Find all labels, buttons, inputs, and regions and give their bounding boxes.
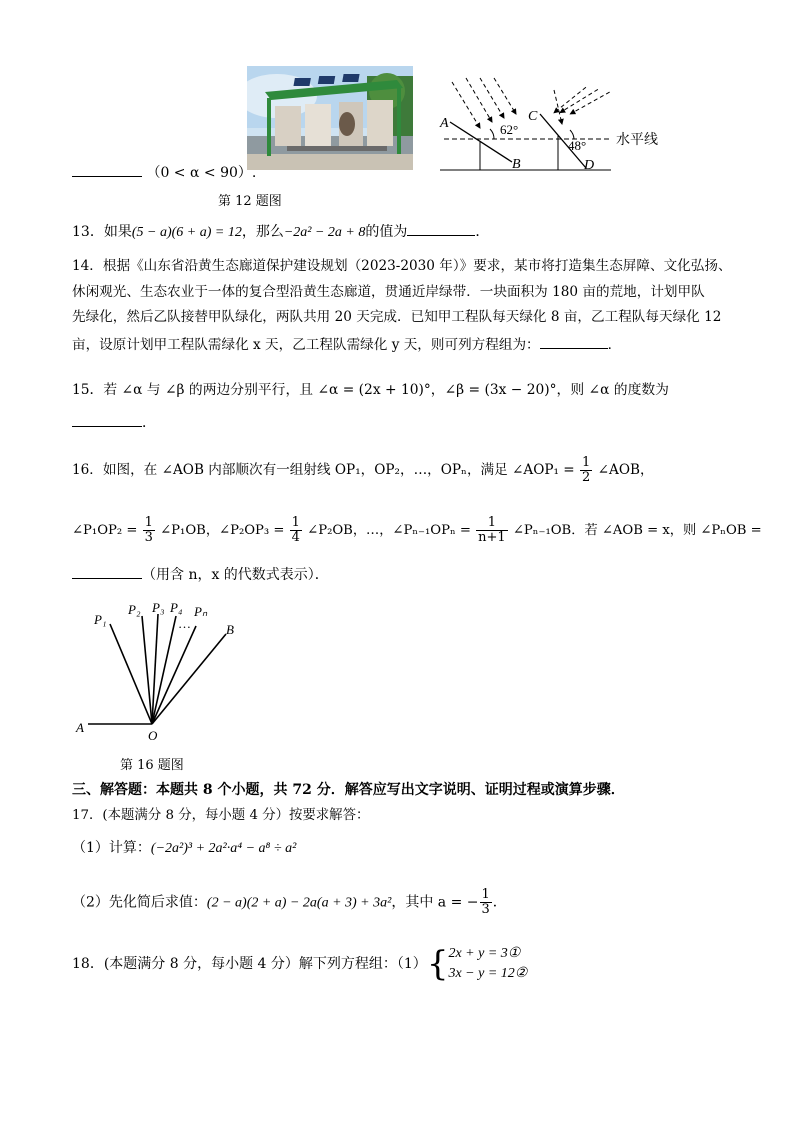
frac-den: 4 [291, 530, 300, 545]
point-D-label: D [584, 158, 595, 173]
q16-figure-caption: 第 16 题图 [120, 758, 184, 773]
q16-line2-d: ∠Pₙ₋₁OB．若 ∠AOB = x，则 ∠PₙOB = [512, 523, 762, 538]
q14-line1: 14．根据《山东省沿黄生态廊道保护建设规划（2023-2030 年）》要求，某市将打造集生态屏障、文化弘扬、 [72, 258, 732, 274]
angle-diagram-svg [436, 76, 686, 176]
ray-Pn-label: Pₙ [194, 604, 208, 619]
q16-line2-a: ∠P₁OP₂ = [72, 523, 138, 538]
frac-den: n+1 [478, 530, 506, 545]
point-A-label: A [440, 116, 449, 131]
q16-rays-figure [74, 600, 254, 740]
frac-den: 3 [481, 902, 490, 917]
q14-line2: 休闲观光、生态农业于一体的复合型沿黄生态廊道，贯通近岸绿带．一块面积为 180 亩的荒地，计划甲队 [72, 284, 705, 300]
q16-frac-1-n1 [476, 516, 508, 545]
ray-A-label: A [76, 720, 84, 735]
frac-den: 3 [144, 530, 153, 545]
q18-system [448, 944, 527, 984]
ray-P1-label: P₁ [94, 612, 107, 627]
q16-line1-a: 16．如图，在 ∠AOB 内部顺次有一组射线 OP₁，OP₂，…，OPₙ，满足 ∠AOP₁ = [72, 462, 575, 478]
q17-part2 [72, 888, 507, 917]
q17-part1-expr: (−2a²)³ + 2a²·a⁴ − a⁸ ÷ a² [150, 841, 297, 856]
q18 [72, 944, 527, 984]
q13-expr1: (5 − a)(6 + a) = 12 [131, 225, 242, 240]
q12-range-text: （0 < α < 90）. [146, 165, 257, 181]
frac-den: 2 [582, 470, 591, 485]
bus-shelter-illustration [247, 66, 413, 170]
q16-answer-blank[interactable] [72, 564, 142, 579]
frac-num: 1 [481, 887, 490, 902]
ray-B-label: B [226, 622, 234, 637]
q16-line2-b: ∠P₁OB，∠P₂OP₃ = [160, 523, 285, 538]
bus-shelter-photo [247, 66, 413, 170]
q14-line3: 先绿化，然后乙队接替甲队绿化，两队共用 20 天完成．已知甲工程队每天绿化 8 亩，乙工程队每天绿化 12 [72, 309, 722, 325]
q16-line1-b: ∠AOB， [597, 462, 654, 478]
frac-num: 1 [476, 516, 508, 531]
frac-num: 1 [582, 455, 591, 470]
question-13 [72, 221, 489, 243]
q17-part2-mid: ，其中 a = − [391, 894, 479, 911]
q13-number: 13． [72, 224, 104, 240]
ray-dots: … [178, 616, 191, 631]
q14-tail: ． [607, 337, 622, 353]
ray-P2-label: P₂ [128, 602, 141, 617]
q14-line4-text: 亩，设原计划甲工程队需绿化 x 天，乙工程队需绿化 y 天，则可列方程组为： [72, 337, 540, 353]
section-3-title: 三、解答题：本题共 8 个小题，共 72 分．解答应写出文字说明、证明过程或演算步骤． [72, 782, 625, 798]
q17-part1 [72, 838, 296, 859]
q12-answer-line [72, 162, 256, 183]
q12-figure-caption: 第 12 题图 [218, 194, 282, 209]
q17-part2-label: （2）先化简后求值： [72, 894, 207, 911]
q17-head: 17．(本题满分 8 分，每小题 4 分）按要求解答： [72, 808, 370, 823]
q15-text: 15．若 ∠α 与 ∠β 的两边分别平行，且 ∠α = (2x + 10)°，∠β = (3x − 20)°，则 ∠α 的度数为 [72, 382, 669, 398]
q13-text-b: ，那么 [241, 224, 284, 240]
angle-62-label: 62° [500, 122, 519, 137]
q18-head: 18．(本题满分 8 分，每小题 4 分）解下列方程组：（1） [72, 956, 427, 972]
q16-line3 [72, 564, 329, 585]
q13-expr2: −2a² − 2a + 8 [283, 225, 366, 240]
q17-part1-label: （1）计算： [72, 840, 151, 856]
q13-text-a: 如果 [103, 224, 132, 240]
solar-angle-diagram [436, 76, 686, 176]
q17-part2-expr: (2 − a)(2 + a) − 2a(a + 3) + 3a² [206, 895, 392, 911]
point-C-label: C [528, 109, 538, 124]
q13-text-c: 的值为 [365, 224, 408, 240]
q16-line1 [72, 456, 654, 485]
q14-line4 [72, 334, 621, 355]
point-B-label: B [512, 157, 521, 172]
q17-frac-1-3 [480, 888, 492, 917]
q17-part2-tail: ． [492, 894, 507, 911]
ray-P4-label: P₄ [170, 600, 183, 615]
ray-O-label: O [148, 728, 158, 740]
q15-tail: ． [142, 415, 156, 431]
q16-line2 [72, 516, 762, 545]
q15-answer-line [72, 412, 156, 433]
q14-answer-blank[interactable] [540, 334, 608, 349]
q12-answer-blank[interactable] [72, 162, 142, 177]
q15-answer-blank[interactable] [72, 412, 142, 427]
q16-frac-1-2 [580, 456, 592, 485]
q16-frac-1-3 [143, 516, 155, 545]
frac-num: 1 [144, 515, 153, 530]
frac-num: 1 [291, 515, 300, 530]
q16-line3-text: （用含 n，x 的代数式表示）． [142, 567, 329, 583]
ray-P3-label: P₃ [152, 600, 165, 615]
q18-eq2: 3x − y = 12② [448, 966, 528, 981]
horizontal-line-label: 水平线 [616, 132, 658, 148]
q16-frac-1-4 [290, 516, 302, 545]
q13-answer-blank[interactable] [407, 221, 475, 236]
q13-tail: ． [475, 224, 490, 240]
q18-eq1: 2x + y = 3① [448, 946, 521, 961]
angle-48-label: 48° [568, 138, 587, 153]
system-brace: { [426, 944, 449, 984]
rays-svg [74, 600, 254, 740]
q16-line2-c: ∠P₂OB，…，∠Pₙ₋₁OPₙ = [307, 523, 471, 538]
